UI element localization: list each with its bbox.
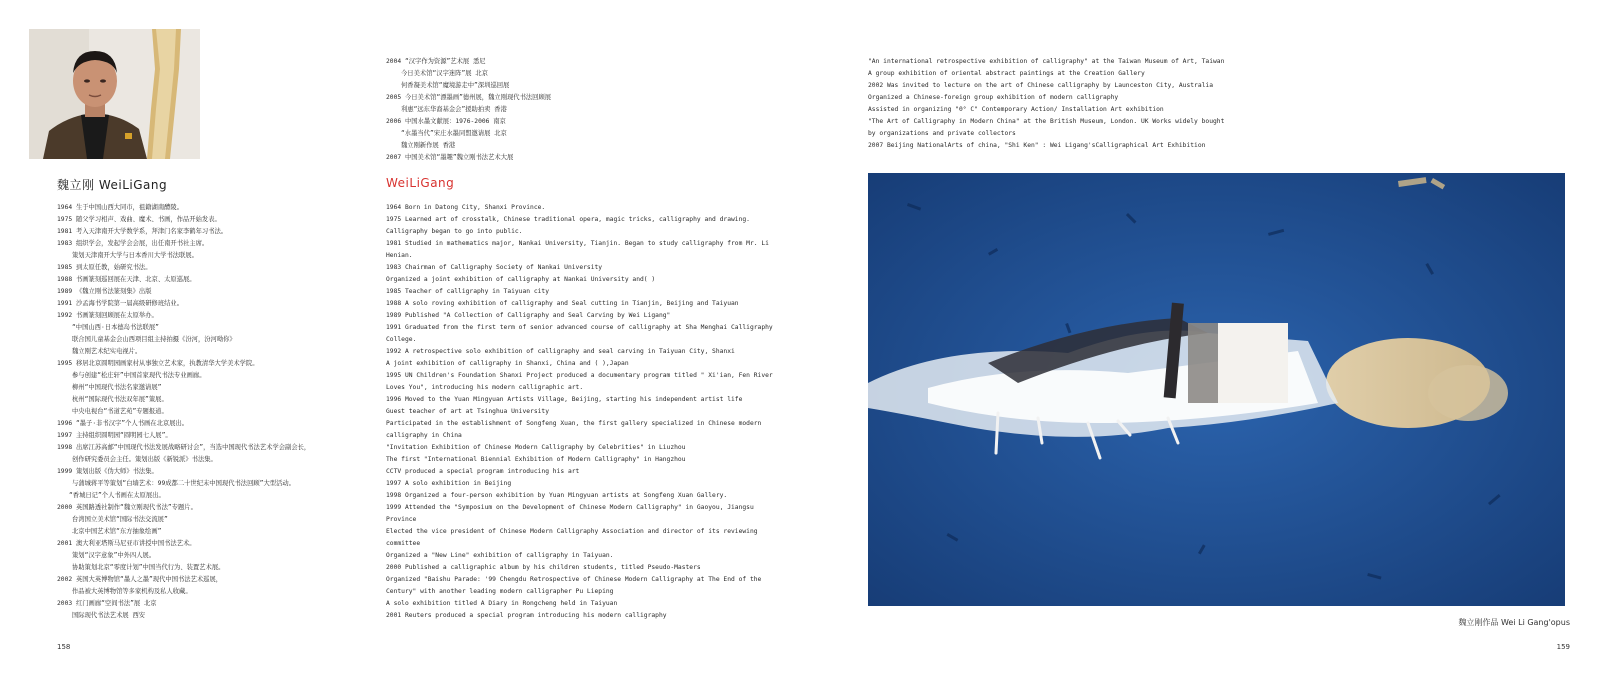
text-line: 2002 Was invited to lecture on the art of Chinese calligraphy by Launceston City, Australia [868,82,1213,89]
text-line: 2002 英国大英博物馆“墨人之墨”现代中国书法艺术巡展， [57,576,223,583]
text-line: "The Art of Calligraphy in Modern China" at the British Museum, London. UK Works widely bought [868,118,1225,125]
text-line: 2003 红门画廊“空间书法”展 北京 [57,600,157,607]
text-line: 策划“汉字意象”中外四人展。 [72,552,156,559]
text-line: 协助策划北京“零度计划”中国当代行为、装置艺术展。 [72,564,225,571]
text-line: 1964 Born in Datong City, Shanxi Province. [386,204,546,211]
text-line: 1992 书画篆刻回顾展在太原举办。 [57,312,158,319]
text-line: 1991 沙孟海书学院第一届高级研修班结业。 [57,300,184,307]
text-line: 魏立刚新作展 香港 [401,142,456,149]
text-line: Organized a Chinese-foreign group exhibition of modern calligraphy [868,94,1119,101]
timeline-cn-list [386,56,686,164]
text-line: 今日美术馆“汉字迷阵”展 北京 [401,70,488,77]
text-line: 1999 策划出版《伪大师》书法集。 [57,468,158,475]
text-line: 1997 主持组织圆明园“圆明园七人展”。 [57,432,172,439]
bio-en-list [386,202,796,622]
text-line: 杭州“国际现代书法双年展”策展。 [72,396,168,403]
artwork-image [868,173,1565,606]
text-line: 2000 英国路透社制作“魏立刚现代书法”专题片。 [57,504,197,511]
text-line: 1998 出席江苏高邮“中国现代书法发展战略研讨会”，当选中国现代书法艺术学会副会长， [57,444,311,451]
text-line: 1989 《魏立刚书法篆刻集》出版 [57,288,152,295]
text-line: 联合国儿童基金会山西项目组主持拍摄《汾河，汾河呦你》 [72,336,236,343]
page-number-left: 158 [57,643,71,651]
text-line: Elected the vice president of Chinese Modern Calligraphy Association and director of its reviewing [386,528,758,535]
text-line: 利惠“远东华裔基金会”援助拍卖 香港 [401,106,507,113]
text-line: 何香凝美术馆“魔境游走中”深圳巡回展 [401,82,510,89]
text-line: 2007 中国美术馆“墨趣”魏立刚书法艺术大展 [386,154,514,161]
text-line: 1996 “墨子·非书汉字”个人书画在北京展出。 [57,420,189,427]
text-line: 1988 A solo roving exhibition of calligraphy and Seal cutting in Tianjin, Beijing and Taiyuan [386,300,739,307]
text-line: 2001 澳大利亚塔斯马尼亚市讲授中国书法艺术。 [57,540,196,547]
text-line: The first "International Biennial Exhibition of Modern Calligraphy" in Hangzhou [386,456,686,463]
text-line: 参与创建“松庄轩”中国首家现代书法专业画廊。 [72,372,206,379]
text-line: 2004 “汉字作为资源”艺术展 悉尼 [386,58,486,65]
text-line: Century" with another leading modern calligrapher Pu Lieping [386,588,614,595]
text-line: Henian. [386,252,413,259]
text-line: Organized "Baishu Parade: '99 Chengdu Retrospective of Chinese Modern Calligraphy at The End of the [386,576,762,583]
text-line: 1983 Chairman of Calligraphy Society of Nankai University [386,264,603,271]
artist-portrait-photo [29,29,200,159]
text-line: 国际现代书法艺术展 西安 [72,612,146,619]
text-line: “水墨当代”宋庄水墨同盟邀请展 北京 [401,130,507,137]
text-line: 作品被大英博物馆等多家机构及私人收藏。 [72,588,192,595]
text-line: “香城日记”个人书画在太原展出。 [69,492,165,499]
text-line: A group exhibition of oriental abstract paintings at the Creation Gallery [868,70,1145,77]
text-line: Participated in the establishment of Songfeng Xuan, the first gallery specialized in Chinese modern [386,420,762,427]
text-line: 北京中国艺术馆“东方抽象绘画” [72,528,162,535]
text-line: 2000 Published a calligraphic album by his children students, titled Pseudo-Masters [386,564,701,571]
text-line: 柳州“中国现代书法名家邀请展” [72,384,162,391]
text-line: 1985 到太原任教，始研究书法。 [57,264,152,271]
text-line: College. [386,336,417,343]
text-line: Guest teacher of art at Tsinghua University [386,408,550,415]
text-line: 台湾国立美术馆“国际书法交流展” [72,516,168,523]
text-line: 1975 Learned art of crosstalk, Chinese traditional opera, magic tricks, calligraphy and drawing. [386,216,750,223]
text-line: calligraphy in China [386,432,462,439]
text-line: Assisted in organizing "0° C" Contemporary Action/ Installation Art exhibition [868,106,1164,113]
text-line: 1964 生于中国山西大同市，祖籍湖南醴陵。 [57,204,184,211]
timeline-en-list [868,56,1318,152]
text-line: 1989 Published "A Collection of Calligraphy and Seal Carving by Wei Ligang" [386,312,671,319]
text-line: 1981 考入天津南开大学数学系，拜津门名家李鹤年习书法。 [57,228,228,235]
bio-cn-list [57,202,367,622]
text-line: "An international retrospective exhibition of calligraphy" at the Taiwan Museum of Art, Taiwan [868,58,1225,65]
text-line: 策划天津南开大学与日本香川大学书法联展。 [72,252,198,259]
text-line: 1997 A solo exhibition in Beijing [386,480,512,487]
text-line: Organized a joint exhibition of calligraphy at Nankai University and( ) [386,276,656,283]
text-line: 2001 Reuters produced a special program introducing his modern calligraphy [386,612,667,619]
heading-cn: 魏立刚 WeiLiGang [57,178,168,192]
text-line: 1995 UN Children's Foundation Shanxi Project produced a documentary program titled " Xi'ian, Fen River [386,372,773,379]
text-line: "Invitation Exhibition of Chinese Modern Calligraphy by Celebrities" in Liuzhou [386,444,686,451]
text-line: 1983 组织学会，发起学会会展，出任南开书社主席。 [57,240,209,247]
text-line: 1985 Teacher of calligraphy in Taiyuan city [386,288,550,295]
text-line: A solo exhibition titled A Diary in Rongcheng held in Taiyuan [386,600,618,607]
text-line: 与蒲城蒋平等策划“白墙艺术：99成都二十世纪末中国现代书法回顾”大型活动。 [72,480,295,487]
text-line: 中央电视台“书道艺苑”专题报道。 [72,408,168,415]
text-line: by organizations and private collectors [868,130,1016,137]
text-line: 魏立刚艺术纪实电视片。 [72,348,142,355]
heading-en: WeiLiGang [386,176,455,190]
artwork-caption: 魏立刚作品 Wei Li Gang'opus [1458,618,1570,627]
text-line: committee [386,540,421,547]
text-line: Province [386,516,417,523]
text-line: 2005 今日美术馆“漂墨画”德州展，魏立刚现代书法回顾展 [386,94,552,101]
text-line: Calligraphy began to go into public. [386,228,523,235]
text-line: Organized a "New Line" exhibition of calligraphy in Taiyuan. [386,552,614,559]
text-line: 创作研究委员会主任。策划出版《新锐派》书法集。 [72,456,217,463]
text-line: 1988 书画篆刻巡回展在天津、北京、太原巡展。 [57,276,196,283]
text-line: 2006 中国水墨文献展：1976-2006 南京 [386,118,506,125]
text-line: 1998 Organized a four-person exhibition by Yuan Mingyuan artists at Songfeng Xuan Gallery. [386,492,728,499]
text-line: “中国山西·日本德岛书法联展” [72,324,159,331]
text-line: 1996 Moved to the Yuan Mingyuan Artists Village, Beijing, starting his independent artist life [386,396,743,403]
text-line: 1981 Studied in mathematics major, Nankai University, Tianjin. Began to study calligraphy from Mr. Li [386,240,769,247]
text-line: 2007 Beijing NationalArts of china, "Shi Ken" : Wei Ligang'sCalligraphical Art Exhibition [868,142,1206,149]
text-line: 1999 Attended the "Symposium on the Development of Chinese Modern Calligraphy" in Gaoyou, Jiangsu [386,504,754,511]
text-line: 1975 随父学习相声、戏曲、魔术、书画，作品开始发表。 [57,216,221,223]
page-number-right: 159 [1556,643,1570,651]
text-line: 1992 A retrospective solo exhibition of calligraphy and seal carving in Taiyuan City, Shanxi [386,348,735,355]
text-line: CCTV produced a special program introducing his art [386,468,580,475]
text-line: 1995 移居北京圆明园画家村从事独立艺术家，执教清华大学美术学院。 [57,360,259,367]
text-line: Loves You", introducing his modern calligraphic art. [386,384,584,391]
text-line: A joint exhibition of calligraphy in Shanxi, China and ( ),Japan [386,360,629,367]
text-line: 1991 Graduated from the first term of senior advanced course of calligraphy at Sha Menghai Calligraphy [386,324,773,331]
